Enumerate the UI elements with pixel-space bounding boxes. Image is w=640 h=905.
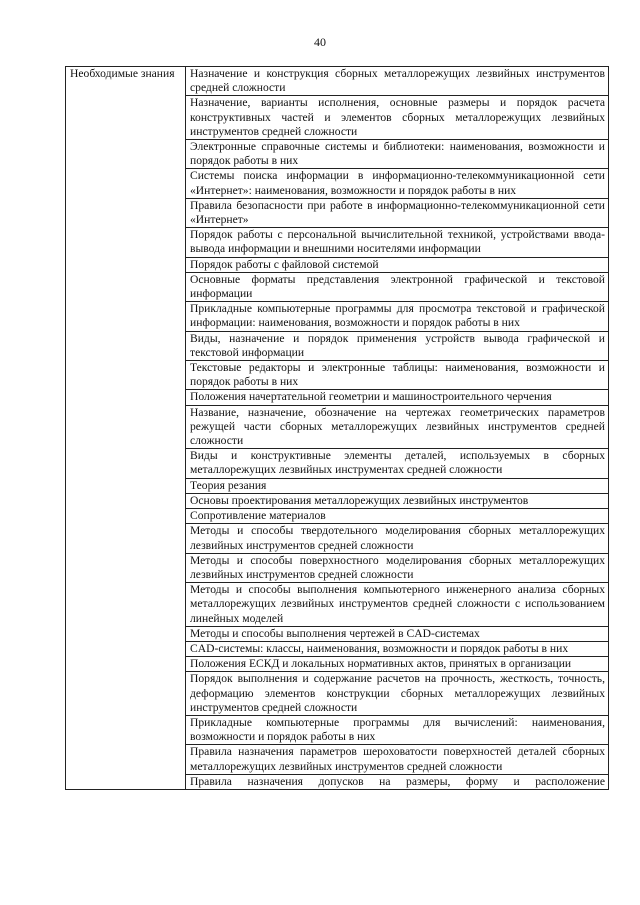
knowledge-item: Порядок выполнения и содержание расчетов на прочность, жесткость, точность, деформацию элементов конструкции сборных металлорежущих лезвийных инструментов средней сложности — [186, 672, 609, 716]
knowledge-item: Системы поиска информации в информационно-телекоммуникационной сети «Интернет»: наименования, возможности и порядок работы в них — [186, 169, 609, 198]
knowledge-item: Текстовые редакторы и электронные таблицы: наименования, возможности и порядок работы в них — [186, 361, 609, 390]
requirement-category-label: Необходимые знания — [66, 67, 186, 790]
page-number: 40 — [314, 35, 326, 49]
knowledge-item: Положения начертательной геометрии и машиностроительного черчения — [186, 390, 609, 405]
knowledge-item: Виды, назначение и порядок применения устройств вывода графической и текстовой информации — [186, 331, 609, 360]
knowledge-item: Методы и способы твердотельного моделирования сборных металлорежущих лезвийных инструментов средней сложности — [186, 524, 609, 553]
knowledge-item: Прикладные компьютерные программы для вычислений: наименования, возможности и порядок работы в них — [186, 715, 609, 744]
knowledge-item: Виды и конструктивные элементы деталей, используемых в сборных металлорежущих лезвийных инструментах средней сложности — [186, 449, 609, 478]
table-row — [66, 67, 609, 96]
knowledge-item: CAD-системы: классы, наименования, возможности и порядок работы в них — [186, 641, 609, 656]
knowledge-item: Сопротивление материалов — [186, 509, 609, 524]
knowledge-item: Правила назначения допусков на размеры, форму и расположение — [186, 774, 609, 789]
knowledge-item: Методы и способы поверхностного моделирования сборных металлорежущих лезвийных инструментов средней сложности — [186, 553, 609, 582]
knowledge-item: Назначение и конструкция сборных металлорежущих лезвийных инструментов средней сложности — [186, 67, 609, 96]
knowledge-item: Методы и способы выполнения компьютерного инженерного анализа сборных металлорежущих лезвийных инструментов средней сложности с использованием линейных моделей — [186, 583, 609, 627]
knowledge-item: Основы проектирования металлорежущих лезвийных инструментов — [186, 493, 609, 508]
knowledge-item: Правила назначения параметров шероховатости поверхностей деталей сборных металлорежущих лезвийных инструментов средней сложности — [186, 745, 609, 774]
knowledge-item: Правила безопасности при работе в информационно-телекоммуникационной сети «Интернет» — [186, 198, 609, 227]
knowledge-item: Порядок работы с персональной вычислительной техникой, устройствами ввода-вывода информации и внешними носителями информации — [186, 228, 609, 257]
knowledge-item: Положения ЕСКД и локальных нормативных актов, принятых в организации — [186, 657, 609, 672]
knowledge-item: Электронные справочные системы и библиотеки: наименования, возможности и порядок работы в них — [186, 140, 609, 169]
knowledge-table — [65, 66, 609, 790]
knowledge-item: Прикладные компьютерные программы для просмотра текстовой и графической информации: наименования, возможности и порядок работы в них — [186, 302, 609, 331]
knowledge-item: Методы и способы выполнения чертежей в CAD-системах — [186, 626, 609, 641]
knowledge-table-body — [66, 67, 609, 790]
knowledge-item: Название, назначение, обозначение на чертежах геометрических параметров режущей части сборных металлорежущих лезвийных инструментов средней сложности — [186, 405, 609, 449]
knowledge-item: Порядок работы с файловой системой — [186, 257, 609, 272]
knowledge-item: Теория резания — [186, 478, 609, 493]
knowledge-item: Основные форматы представления электронной графической и текстовой информации — [186, 272, 609, 301]
knowledge-item: Назначение, варианты исполнения, основные размеры и порядок расчета конструктивных частей и элементов сборных металлорежущих лезвийных инструментов средней сложности — [186, 96, 609, 140]
